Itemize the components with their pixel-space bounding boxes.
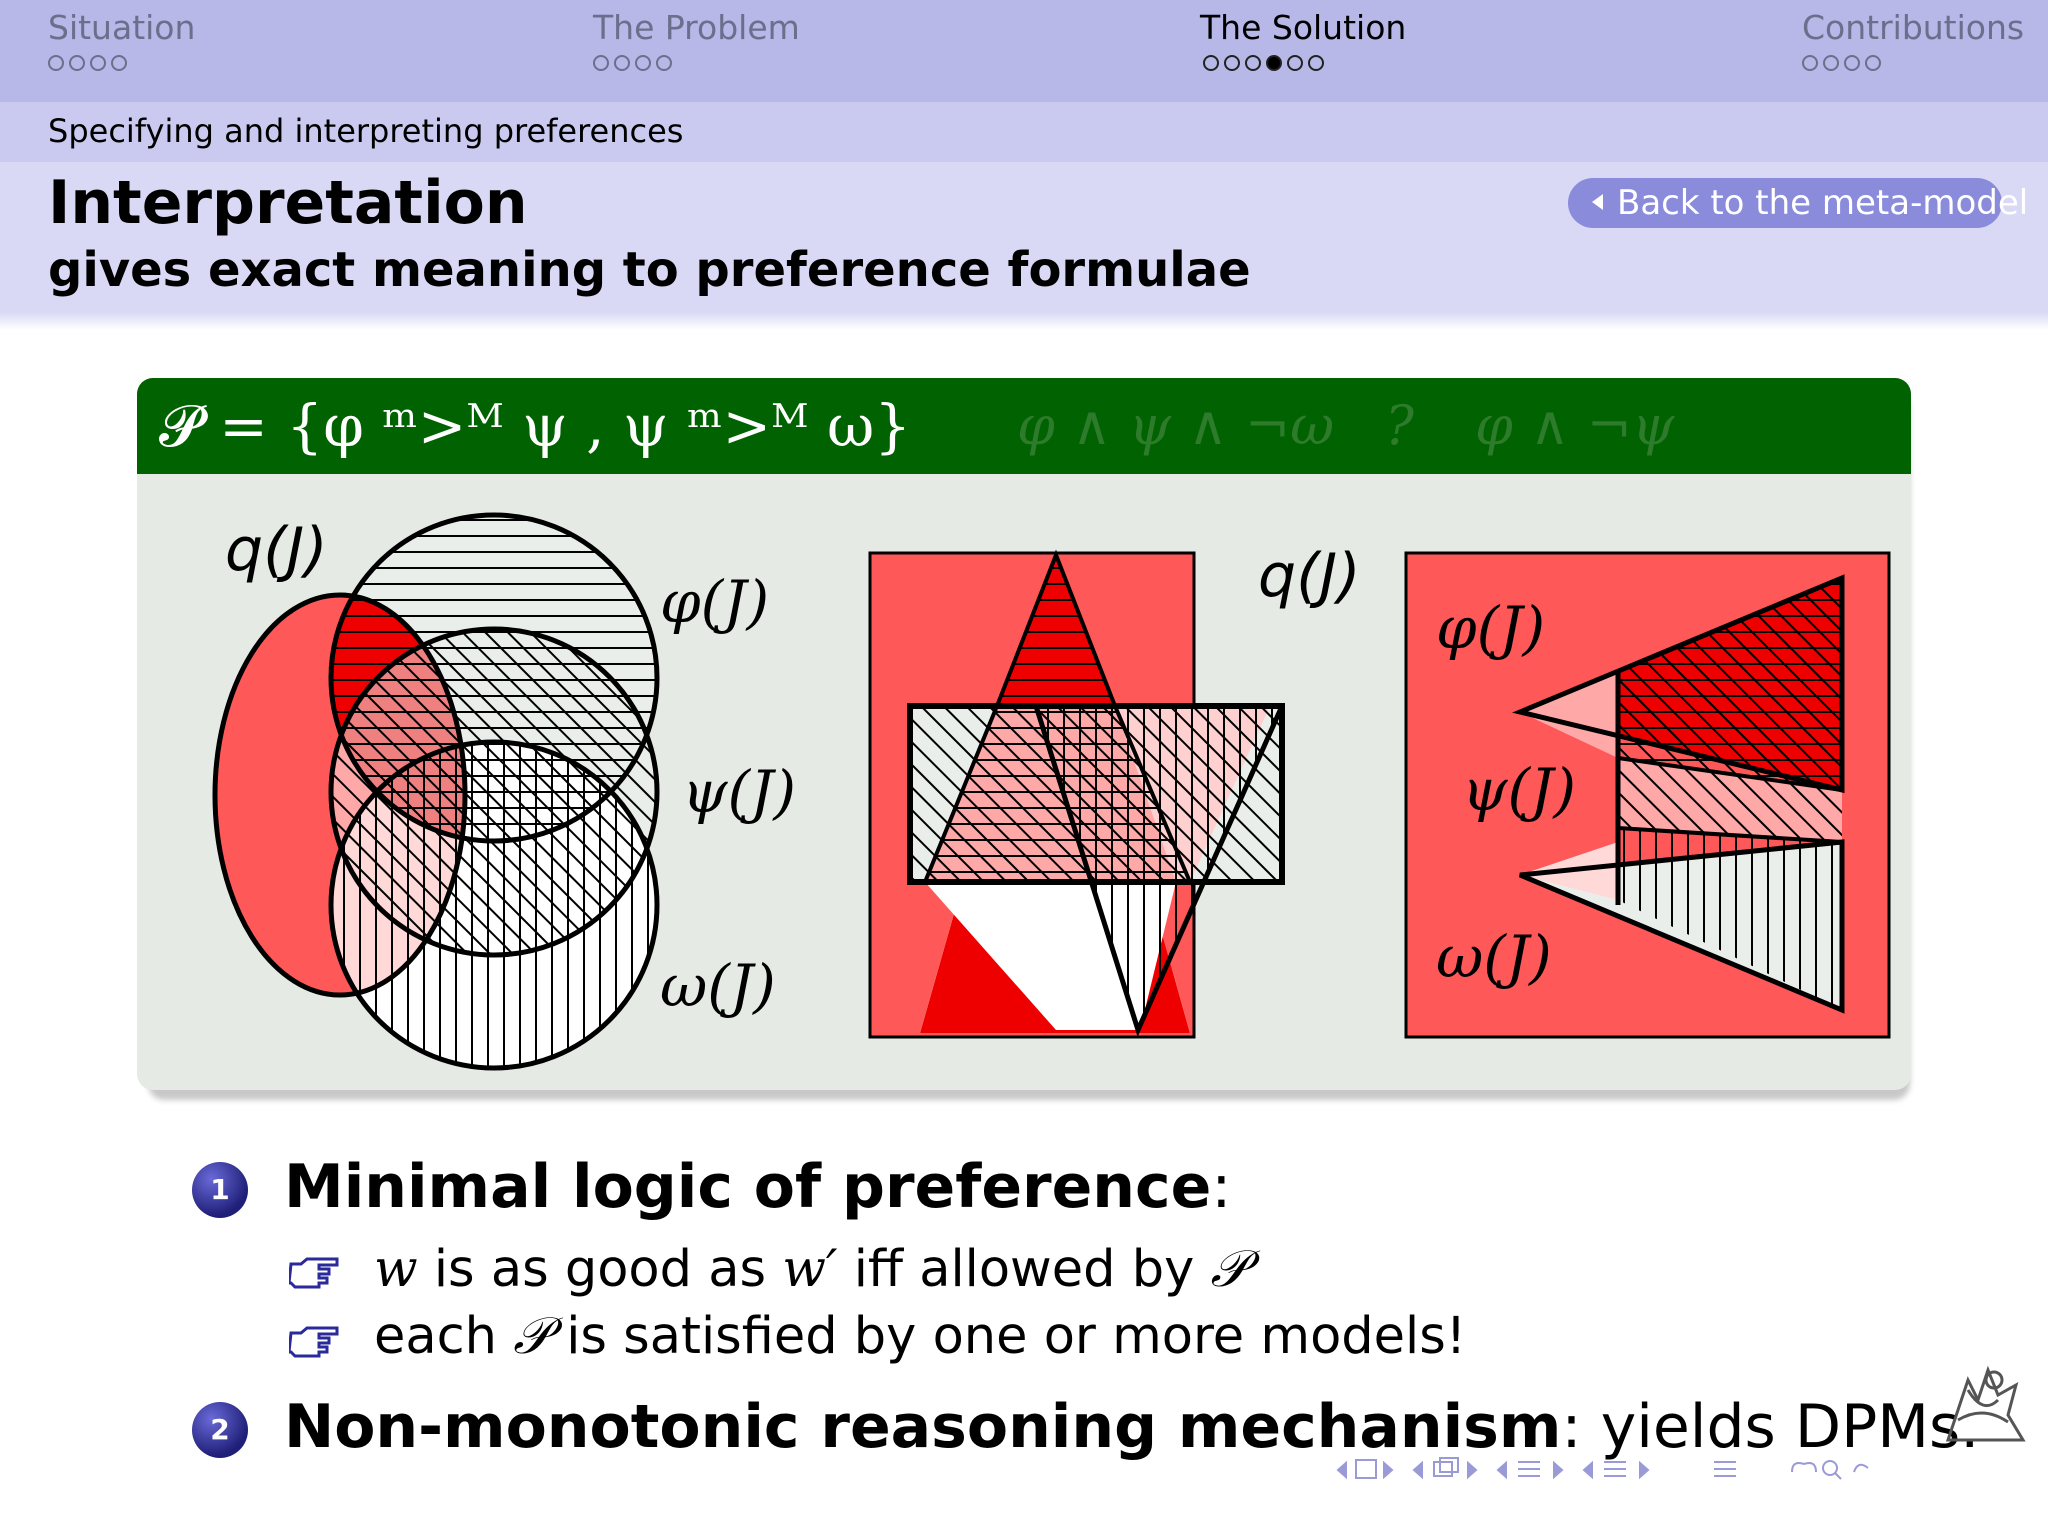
beamer-navigation-bar — [1330, 1450, 2042, 1490]
nav-section-situation[interactable] — [48, 8, 195, 71]
subsection-title: Specifying and interpreting preferences — [48, 112, 684, 150]
nav-frame-icon[interactable] — [1338, 1460, 1392, 1478]
triangle-rectangle-diagram — [870, 553, 1282, 1037]
nav-dot[interactable] — [593, 55, 609, 71]
title-shadow — [0, 312, 2048, 330]
nav-dot[interactable] — [1203, 55, 1219, 71]
nav-dot-current[interactable] — [1266, 55, 1282, 71]
nav-subsection-icon[interactable] — [1414, 1458, 1476, 1477]
subitem-text: iff allowed by — [837, 1240, 1211, 1299]
math-w-prime: w′ — [782, 1240, 838, 1299]
nav-dot[interactable] — [1844, 55, 1860, 71]
math-w: w — [374, 1240, 418, 1299]
right-label-phi: φ(J) — [1436, 594, 1546, 662]
nav-dots — [1802, 55, 2024, 71]
item-bold-text: Non-monotonic reasoning mechanism — [284, 1392, 1562, 1462]
subitem-satisfied — [374, 1307, 1466, 1367]
math-p: 𝒫 — [513, 1307, 550, 1366]
nav-dot[interactable] — [614, 55, 630, 71]
definition-block — [137, 378, 1911, 1090]
nav-dot[interactable] — [635, 55, 651, 71]
nav-dot[interactable] — [69, 55, 85, 71]
venn-label-q: q(J) — [225, 515, 328, 585]
frame-subtitle: gives exact meaning to preference formulae — [48, 242, 1251, 298]
venn-diagram — [215, 515, 657, 1068]
nav-dot[interactable] — [656, 55, 672, 71]
venn-label-phi: φ(J) — [660, 568, 770, 636]
ghost-question-mark: ? — [1385, 394, 1414, 457]
nav-dot[interactable] — [111, 55, 127, 71]
subitem-text: each — [374, 1307, 514, 1366]
nav-dot[interactable] — [48, 55, 64, 71]
section-navigation — [0, 0, 2048, 102]
right-label-omega: ω(J) — [1436, 923, 1552, 991]
nav-section-problem[interactable] — [593, 8, 800, 71]
item-minimal-logic — [284, 1152, 1232, 1222]
nav-section-contributions[interactable] — [1802, 8, 2024, 71]
nav-section-title[interactable]: Situation — [48, 8, 196, 47]
back-arrow-icon — [1592, 194, 1603, 210]
nav-search-icon[interactable] — [1792, 1461, 1868, 1479]
venn-label-psi: ψ(J) — [682, 758, 796, 826]
item-rest-text: : — [1211, 1152, 1232, 1222]
nav-dot[interactable] — [1865, 55, 1881, 71]
nav-section-icon[interactable] — [1498, 1462, 1562, 1477]
subitem-text: is satisfied by one or more models! — [550, 1307, 1467, 1366]
item-number-1: 1 — [192, 1162, 248, 1218]
pointing-hand-icon — [289, 1256, 341, 1290]
middle-label-q: q(J) — [1258, 541, 1361, 611]
nav-dots — [593, 55, 800, 71]
back-button-label: Back to the meta-model — [1617, 183, 2029, 223]
nav-dots — [48, 55, 195, 71]
nav-dot[interactable] — [1802, 55, 1818, 71]
nav-section-solution[interactable] — [1200, 8, 1406, 71]
university-crest-icon — [1938, 1360, 2028, 1450]
back-to-meta-model-button[interactable] — [1568, 178, 2029, 228]
nav-presentation-icon[interactable] — [1584, 1462, 1648, 1477]
pointing-hand-icon — [289, 1325, 341, 1359]
subitem-as-good-as — [374, 1240, 1247, 1300]
nav-dot[interactable] — [1245, 55, 1261, 71]
nav-dot[interactable] — [1308, 55, 1324, 71]
subitem-text: is as good as — [417, 1240, 783, 1299]
nav-dot[interactable] — [90, 55, 106, 71]
nav-appendix-icon[interactable] — [1714, 1462, 1736, 1476]
math-p: 𝒫 — [1210, 1240, 1248, 1299]
item-bold-text: Minimal logic of preference — [284, 1152, 1212, 1222]
nav-section-title[interactable]: Contributions — [1802, 8, 2025, 47]
interpretation-diagrams — [137, 378, 1911, 1090]
nav-section-title[interactable]: The Solution — [1200, 8, 1407, 47]
item-number-2: 2 — [192, 1402, 248, 1458]
frame-title: Interpretation — [48, 168, 528, 238]
nav-dots — [1203, 55, 1406, 71]
nav-dot[interactable] — [1823, 55, 1839, 71]
ghost-formula-negation: φ ∧ ¬ψ — [1475, 394, 1675, 457]
item-rest-text: : yields DPMs. — [1561, 1392, 1980, 1462]
right-label-psi: ψ(J) — [1462, 756, 1576, 824]
venn-label-omega: ω(J) — [660, 952, 776, 1020]
nav-dot[interactable] — [1224, 55, 1240, 71]
ghost-formula-conjunction: φ ∧ ψ ∧ ¬ω — [1017, 394, 1335, 457]
preference-set-formula: 𝓟 = {φ ᵐ>ᴹ ψ , ψ ᵐ>ᴹ ω} — [159, 392, 912, 460]
nav-dot[interactable] — [1287, 55, 1303, 71]
nav-section-title[interactable]: The Problem — [593, 8, 800, 47]
